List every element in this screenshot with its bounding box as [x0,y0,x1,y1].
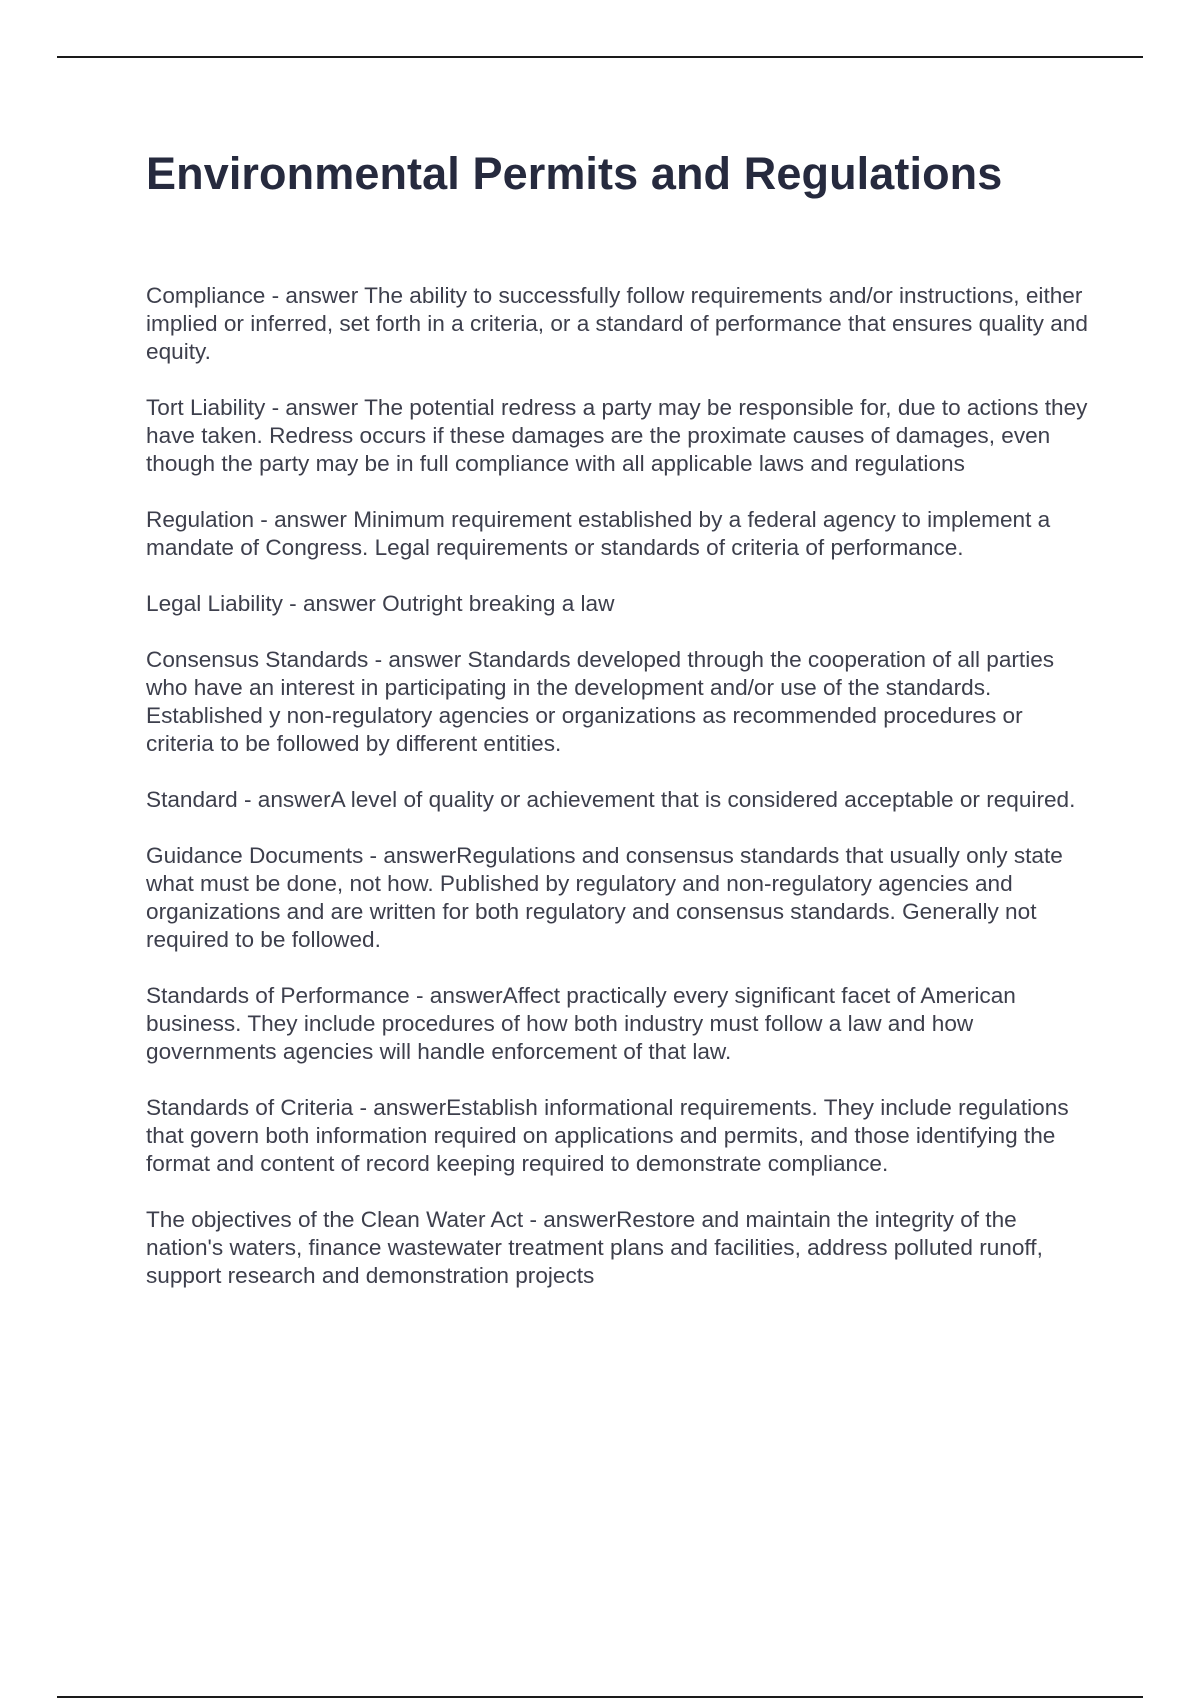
entry-clean-water-act: The objectives of the Clean Water Act - answerRestore and maintain the integrity of the nation's waters, finance wastewater treatment plans and facilities, address polluted runoff, support research and demonstration projects [146,1207,1043,1288]
entry-regulation: Regulation - answer Minimum requirement established by a federal agency to implement a mandate of Congress. Legal requirements or standards of criteria of performance. [146,507,1051,560]
entry-standard: Standard - answerA level of quality or achievement that is considered acceptable or required. [146,787,1076,812]
document-title: Environmental Permits and Regulations [146,148,1003,199]
entry-legal-liability: Legal Liability - answer Outright breaking a law [146,591,615,616]
entry-consensus-standards: Consensus Standards - answer Standards developed through the cooperation of all parties who have an interest in participating in the development and/or use of the standards. Established y non-regulatory agencies or organizations as recommended procedures or criteria to be followed by different entities. [146,647,1055,756]
document-body [146,140,1096,1318]
top-divider [57,56,1143,58]
bottom-divider [57,1696,1143,1698]
entry-list [146,282,1096,1290]
entry-tort-liability: Tort Liability - answer The potential redress a party may be responsible for, due to actions they have taken. Redress occurs if these damages are the proximate causes of damages, even though the party may be in full compliance with all applicable laws and regulations [146,395,1088,476]
entry-compliance: Compliance - answer The ability to successfully follow requirements and/or instructions, either implied or inferred, set forth in a criteria, or a standard of performance that ensures quality and equity. [146,283,1088,364]
entry-guidance-documents: Guidance Documents - answerRegulations and consensus standards that usually only state what must be done, not how. Published by regulatory and non-regulatory agencies and organizations and are written for both regulatory and consensus standards. Generally not required to be followed. [146,843,1063,952]
entry-standards-of-performance: Standards of Performance - answerAffect practically every significant facet of American business. They include procedures of how both industry must follow a law and how governments agencies will handle enforcement of that law. [146,983,1016,1064]
entry-standards-of-criteria: Standards of Criteria - answerEstablish informational requirements. They include regulations that govern both information required on applications and permits, and those identifying the format and content of record keeping required to demonstrate compliance. [146,1095,1069,1176]
